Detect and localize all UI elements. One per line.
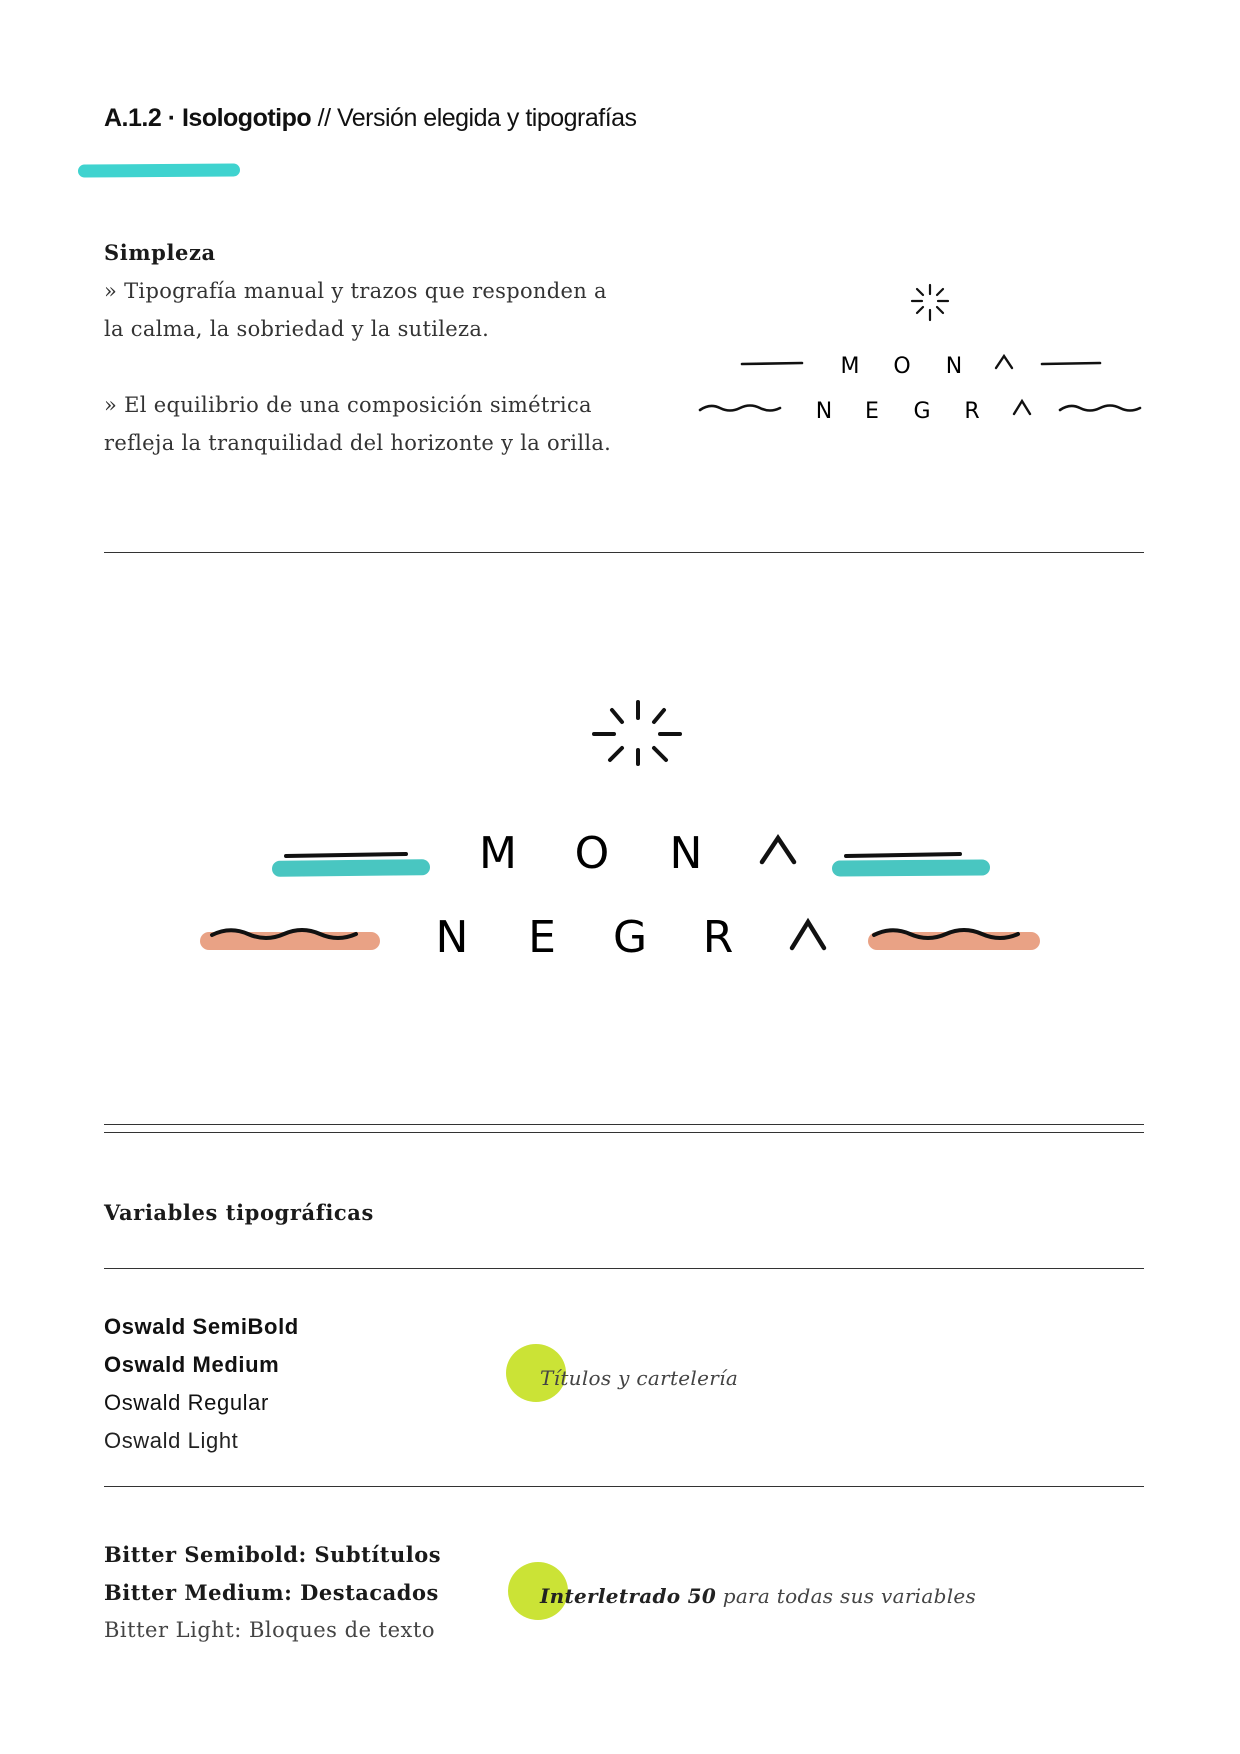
font-variant-bitter-light: Bitter Light: Bloques de texto	[104, 1618, 435, 1642]
bitter-note-emphasis: Interletrado 50	[540, 1584, 717, 1608]
logo-large-letter: N	[435, 912, 469, 963]
logo-small-lambda-a	[996, 356, 1012, 368]
wave-line-left	[700, 406, 780, 411]
logo-small-letter: N	[945, 354, 963, 379]
simpleza-paragraph-2: » El equilibrio de una composición simétrica refleja la tranquilidad del horizonte y la orilla.	[104, 393, 612, 455]
logo-large-lambda-a	[792, 922, 824, 948]
section-subtitle: // Versión elegida y tipografías	[317, 104, 637, 132]
font-variant-oswald-light: Oswald Light	[104, 1428, 239, 1453]
horizon-line-right	[1042, 363, 1100, 364]
bitter-note-rest: para todas sus variables	[716, 1584, 977, 1608]
sun-icon	[594, 702, 680, 764]
logo-large-letter: N	[669, 828, 703, 879]
section-code-title: A.1.2 · Isologotipo	[104, 104, 312, 132]
logo-large-letter: G	[612, 912, 648, 963]
font-variant-oswald-semibold: Oswald SemiBold	[104, 1314, 299, 1339]
logo-large-letter: E	[528, 912, 556, 963]
divider	[104, 1132, 1144, 1133]
bitter-usage-note	[540, 1584, 976, 1608]
oswald-usage-note: Títulos y cartelería	[540, 1366, 739, 1390]
page-title	[104, 104, 637, 133]
logo-small-letter: N	[815, 399, 833, 424]
divider	[104, 1124, 1144, 1125]
sun-icon	[912, 285, 948, 320]
logo-large-letter: O	[574, 828, 610, 879]
logo-large-letter: R	[702, 912, 734, 963]
logo-small-letter: O	[893, 354, 911, 379]
logo-small-letter: R	[964, 399, 980, 424]
horizon-line-right	[846, 854, 960, 856]
divider	[104, 1486, 1144, 1487]
font-variant-bitter-semibold: Bitter Semibold: Subtítulos	[104, 1542, 442, 1567]
logo-large-lambda-a	[762, 838, 794, 862]
font-variant-oswald-regular: Oswald Regular	[104, 1390, 269, 1415]
variables-heading: Variables tipográficas	[104, 1200, 374, 1225]
logo-small	[690, 270, 1150, 440]
font-variant-bitter-medium: Bitter Medium: Destacados	[104, 1580, 439, 1605]
logo-small-letter: M	[840, 354, 860, 379]
logo-small-letter: G	[913, 399, 931, 424]
logo-small-letter: E	[865, 399, 879, 424]
logo-large-letter: M	[479, 828, 517, 879]
wave-line-right	[1060, 406, 1140, 411]
logo-large	[190, 690, 1050, 980]
teal-brushstroke-left	[272, 859, 430, 877]
simpleza-paragraph-1: » Tipografía manual y trazos que responden a la calma, la sobriedad y la sutileza.	[104, 279, 607, 341]
title-underline-brushstroke	[78, 163, 240, 177]
horizon-line-left	[286, 854, 406, 856]
horizon-line-left	[742, 363, 802, 364]
divider	[104, 552, 1144, 553]
divider	[104, 1268, 1144, 1269]
font-variant-oswald-medium: Oswald Medium	[104, 1352, 280, 1377]
simpleza-heading: Simpleza	[104, 240, 216, 265]
teal-brushstroke-right	[832, 859, 990, 876]
logo-small-lambda-a	[1014, 401, 1030, 414]
